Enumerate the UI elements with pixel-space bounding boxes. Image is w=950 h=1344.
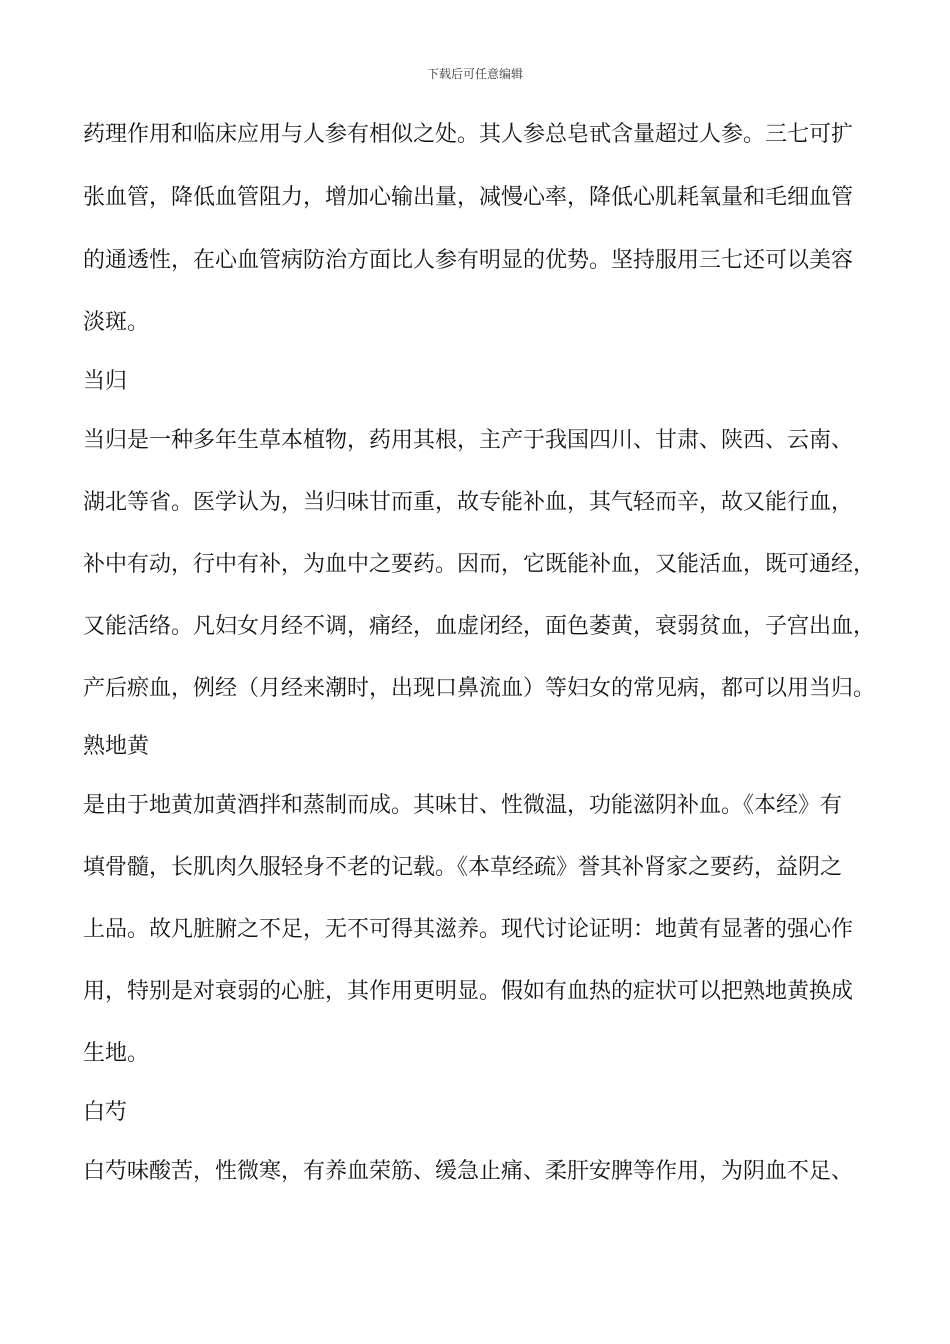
paragraph-line: 是由于地黄加黄酒拌和蒸制而成。其味甘、性微温，功能滋阴补血。《本经》有 <box>83 793 843 818</box>
paragraph-line: 湖北等省。医学认为，当归味甘而重，故专能补血，其气轻而辛，故又能行血， <box>83 490 854 515</box>
paragraph-line: 药理作用和临床应用与人参有相似之处。其人参总皂甙含量超过人参。三七可扩 <box>83 122 854 147</box>
page-header: 下载后可任意编辑 <box>426 67 523 81</box>
paragraph-line: 张血管，降低血管阻力，增加心输出量，减慢心率，降低心肌耗氧量和毛细血管 <box>83 185 854 210</box>
section-heading-danggui: 当归 <box>83 369 128 394</box>
section-heading-baishao: 白芍 <box>83 1100 128 1125</box>
paragraph-line: 又能活络。凡妇女月经不调，痛经，血虚闭经，面色萎黄，衰弱贫血，子宫出血， <box>83 614 876 639</box>
paragraph-line: 补中有动，行中有补，为血中之要药。因而，它既能补血，又能活血，既可通经， <box>83 552 876 577</box>
paragraph-line: 用，特别是对衰弱的心脏，其作用更明显。假如有血热的症状可以把熟地黄换成 <box>83 979 854 1004</box>
paragraph-line: 生地。 <box>83 1041 150 1066</box>
paragraph-line: 当归是一种多年生草本植物，药用其根，主产于我国四川、甘肃、陕西、云南、 <box>83 428 854 453</box>
paragraph-line: 产后瘀血，例经（月经来潮时，出现口鼻流血）等妇女的常见病，都可以用当归。 <box>83 676 876 701</box>
paragraph-line: 白芍味酸苦，性微寒，有养血荣筋、缓急止痛、柔肝安脾等作用，为阴血不足、 <box>83 1159 854 1184</box>
paragraph-line: 淡斑。 <box>83 310 150 335</box>
paragraph-line: 填骨髓，长肌肉久服轻身不老的记载。《本草经疏》誉其补肾家之要药，益阴之 <box>83 855 843 880</box>
paragraph-line: 的通透性，在心血管病防治方面比人参有明显的优势。坚持服用三七还可以美容 <box>83 248 854 273</box>
paragraph-line: 上品。故凡脏腑之不足，无不可得其滋养。现代讨论证明：地黄有显著的强心作 <box>83 917 854 942</box>
section-heading-shudihuang: 熟地黄 <box>83 734 150 759</box>
